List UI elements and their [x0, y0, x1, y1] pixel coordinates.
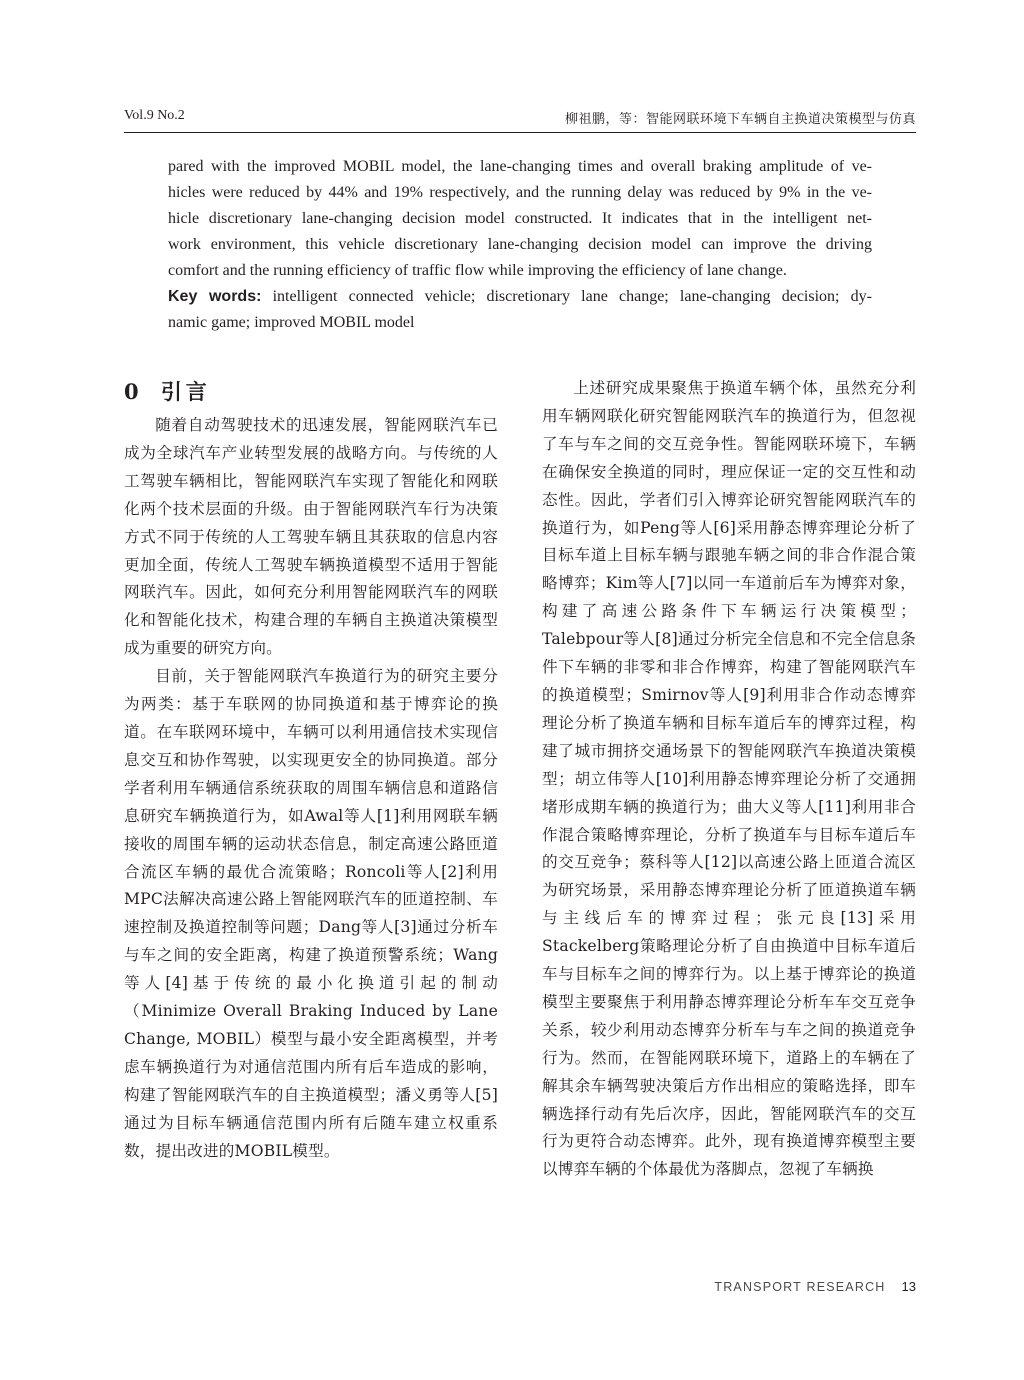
abstract-line: comfort and the running efficiency of traffic flow while improving the efficiency of lane change. [168, 262, 787, 279]
page-number: 13 [901, 1279, 916, 1294]
page-footer [714, 1279, 916, 1294]
paragraph: 上述研究成果聚焦于换道车辆个体，虽然充分利用车辆网联化研究智能网联汽车的换道行为，但忽视了车与车之间的交互竞争性。智能网联环境下，车辆在确保安全换道的同时，理应保证一定的交互性和动态性。因此，学者们引入博弈论研究智能网联汽车的换道行为，如Peng等人[6]采用静态博弈理论分析了目标车道上目标车辆与跟驰车辆之间的非合作混合策略博弈；Kim等人[7]以同一车道前后车为博弈对象，构建了高速公路条件下车辆运行决策模型；Talebpour等人[8]通过分析完全信息和不完全信息条件下车辆的非零和非合作博弈，构建了智能网联汽车的换道模型；Smirnov等人[9]利用非合作动态博弈理论分析了换道车辆和目标车道后车的博弈过程，构建了城市拥挤交通场景下的智能网联汽车换道决策模型；胡立伟等人[10]利用静态博弈理论分析了交通拥堵形成期车辆的换道行为；曲大义等人[11]利用非合作混合策略博弈理论，分析了换道车与目标车道后车的交互竞争；蔡科等人[12]以高速公路上匝道合流区为研究场景，采用静态博弈理论分析了匝道换道车辆与主线后车的博弈过程；张元良[13]采用Stackelberg策略理论分析了自由换道中目标车道后车与目标车之间的博弈行为。以上基于博弈论的换道模型主要聚焦于利用静态博弈理论分析车车交互竞争关系，较少利用动态博弈分析车与车之间的换道竞争行为。然而，在智能网联环境下，道路上的车辆在了解其余车辆驾驶决策后方作出相应的策略选择，即车辆选择行动有先后次序，因此，智能网联汽车的交互行为更符合动态博弈。此外，现有换道博弈模型主要以博弈车辆的个体最优为落脚点，忽视了车辆换 [542, 379, 916, 1179]
abstract-line: work environment, this vehicle discretionary lane-changing decision model can improve the driving [168, 236, 872, 253]
abstract-line: hicle discretionary lane-changing decision model constructed. It indicates that in the intelligent net- [168, 210, 872, 227]
section-heading [124, 372, 498, 412]
keywords-text: intelligent connected vehicle; discretionary lane change; lane-changing decision; dy- [261, 288, 872, 305]
running-head [124, 108, 916, 134]
paragraph: 随着自动驾驶技术的迅速发展，智能网联汽车已成为全球汽车产业转型发展的战略方向。与传统的人工驾驶车辆相比，智能网联汽车实现了智能化和网联化两个技术层面的升级。由于智能网联汽车行为决策方式不同于传统的人工驾驶车辆且其获取的信息内容更加全面，传统人工驾驶车辆换道模型不适用于智能网联汽车。因此，如何充分利用智能网联汽车的网联化和智能化技术，构建合理的车辆自主换道决策模型成为重要的研究方向。 [124, 416, 498, 658]
keywords-label: Key words: [168, 288, 262, 305]
section-number: 0 [124, 379, 139, 405]
running-title: 柳祖鹏，等：智能网联环境下车辆自主换道决策模型与仿真 [564, 112, 916, 127]
header-rule [124, 132, 916, 133]
right-column [542, 375, 916, 1184]
abstract-line: hicles were reduced by 44% and 19% respectively, and the running delay was reduced by 9% in the ve- [168, 184, 872, 201]
abstract-continuation [168, 154, 872, 336]
section-title: 引言 [160, 379, 211, 405]
paragraph: 目前，关于智能网联汽车换道行为的研究主要分为两类：基于车联网的协同换道和基于博弈论的换道。在车联网环境中，车辆可以利用通信技术实现信息交互和协作驾驶，以实现更安全的协同换道。部分学者利用车辆通信系统获取的周围车辆信息和道路信息研究车辆换道行为，如Awal等人[1]利用网联车辆接收的周围车辆的运动状态信息，制定高速公路匝道合流区车辆的最优合流策略；Roncoli等人[2]利用MPC法解决高速公路上智能网联汽车的匝道控制、车速控制及换道控制等问题；Dang等人[3]通过分析车与车之间的安全距离，构建了换道预警系统；Wang等人[4]基于传统的最小化换道引起的制动（Minimize Overall Braking Induced by Lane Change, MOBIL）模型与最小安全距离模型，并考虑车辆换道行为对通信范围内所有后车造成的影响，构建了智能网联汽车的自主换道模型；潘义勇等人[5]通过为目标车辆通信范围内所有后随车建立权重系数，提出改进的MOBIL模型。 [124, 667, 498, 1160]
keywords-line-2: namic game; improved MOBIL model [168, 314, 415, 331]
journal-volume: Vol.9 No.2 [124, 108, 185, 123]
left-column [124, 372, 498, 1165]
abstract-line: pared with the improved MOBIL model, the lane-changing times and overall braking amplitude of ve- [168, 158, 872, 175]
journal-name: TRANSPORT RESEARCH [714, 1280, 886, 1294]
keywords-line [168, 284, 872, 310]
